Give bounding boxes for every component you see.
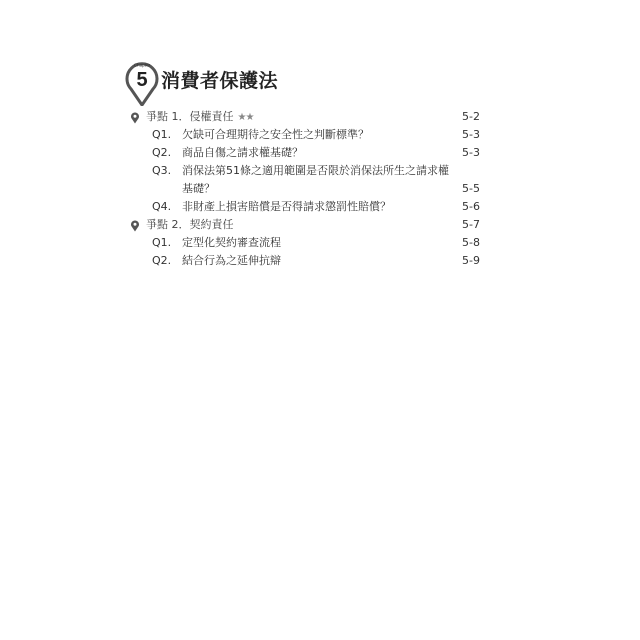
question-text: 結合行為之延伸抗辯	[182, 254, 281, 267]
toc-page-number: 5-3	[462, 128, 480, 141]
toc-question-row[interactable]	[130, 162, 480, 180]
location-pin-icon	[130, 112, 140, 124]
question-text-continued: 基礎？	[182, 182, 215, 195]
toc-page-number: 5-6	[462, 200, 480, 213]
toc-page-number: 5-9	[462, 254, 480, 267]
toc-question-row[interactable]	[130, 144, 480, 162]
toc-issue-2[interactable]	[130, 216, 480, 234]
question-text: 消保法第51條之適用範圍是否限於消保法所生之請求權	[182, 164, 449, 177]
toc-page-number: 5-8	[462, 236, 480, 249]
toc-issue-title: 爭點 1．侵權責任 ★★	[146, 110, 254, 123]
toc-page-number: 5-2	[462, 110, 480, 123]
toc-issue-1[interactable]	[130, 108, 480, 126]
toc-question-row[interactable]	[130, 252, 480, 270]
question-text: 非財產上損害賠償是否得請求懲罰性賠償？	[182, 200, 391, 213]
toc-page-number: 5-5	[462, 182, 480, 195]
chapter-badge-label: Chapter	[133, 62, 151, 68]
chapter-badge-icon	[124, 56, 160, 106]
chapter-number: 5	[136, 69, 148, 91]
toc-question-row[interactable]	[130, 234, 480, 252]
question-number: Q4.	[152, 200, 172, 213]
question-number: Q3.	[152, 164, 172, 177]
question-text: 欠缺可合理期待之安全性之判斷標準？	[182, 128, 369, 141]
toc-question-continuation[interactable]	[130, 180, 480, 198]
toc-issue-title: 爭點 2．契約責任	[146, 218, 234, 231]
difficulty-stars: ★★	[237, 112, 254, 123]
chapter-title: 消費者保護法	[161, 70, 279, 92]
location-pin-icon	[130, 220, 140, 232]
toc-question-row[interactable]	[130, 126, 480, 144]
toc-page-number: 5-7	[462, 218, 480, 231]
table-of-contents	[130, 108, 480, 270]
question-number: Q2.	[152, 146, 172, 159]
question-text: 定型化契約審查流程	[182, 236, 281, 249]
question-number: Q2.	[152, 254, 172, 267]
question-text: 商品自傷之請求權基礎？	[182, 146, 303, 159]
question-number: Q1.	[152, 236, 172, 249]
chapter-header	[124, 56, 364, 106]
toc-question-row[interactable]	[130, 198, 480, 216]
toc-page-number: 5-3	[462, 146, 480, 159]
question-number: Q1.	[152, 128, 172, 141]
